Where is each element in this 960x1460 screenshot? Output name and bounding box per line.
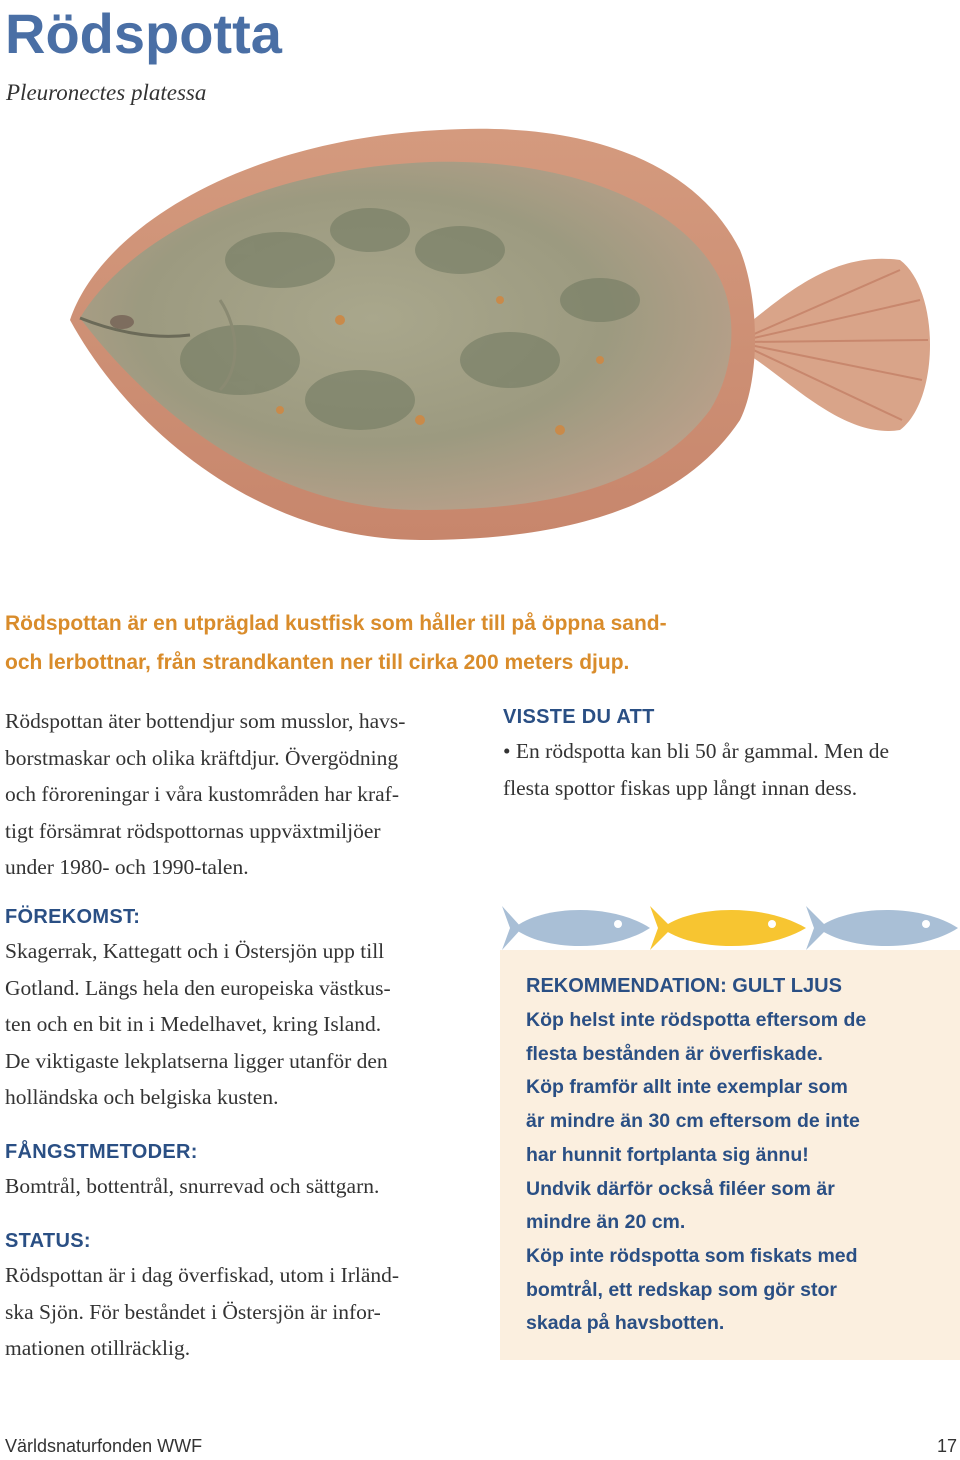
methods-heading: FÅNGSTMETODER: [5, 1141, 198, 1163]
text-line: under 1980- och 1990-talen. [5, 855, 249, 879]
text-line: Gotland. Längs hela den europeiska västkus- [5, 975, 391, 1000]
text-line: De viktigaste lekplatserna ligger utanför den [5, 1048, 388, 1073]
recommendation-heading: REKOMMENDATION: GULT LJUS [526, 975, 842, 997]
fact-section [503, 706, 960, 806]
occurrence-heading: FÖREKOMST: [5, 906, 141, 928]
text-line: ten och en bit in i Medelhavet, kring Island. [5, 1012, 382, 1036]
text-line: Köp inte rödspotta som fiskats med [526, 1244, 858, 1267]
text-line: • En rödspotta kan bli 50 år gammal. Men de [503, 739, 890, 763]
description-text [5, 703, 475, 886]
recommendation-text [526, 1004, 946, 1341]
fish-plaice-photo [40, 100, 940, 550]
status-text [5, 1257, 475, 1367]
text-line: är mindre än 30 cm eftersom de inte [526, 1110, 860, 1133]
intro-line: Rödspottan är en utpräglad kustfisk som håller till på öppna sand- [5, 612, 667, 635]
text-line: Bomtrål, bottentrål, snurrevad och sättgarn. [5, 1174, 380, 1198]
text-line: Rödspottan är i dag överfiskad, utom i Irländ- [5, 1263, 400, 1287]
text-line: flesta bestånden är överfiskade. [526, 1042, 823, 1065]
fish-icon-blue [806, 906, 958, 950]
latin-name: Pleuronectes platessa [6, 80, 207, 105]
fish-icon-blue [502, 906, 650, 950]
text-line: Rödspottan äter bottendjur som musslor, havs- [5, 709, 406, 733]
text-line: skada på havsbotten. [526, 1312, 725, 1335]
fish-icon-yellow [650, 906, 806, 950]
intro-text [5, 604, 865, 682]
text-line: Undvik därför också filéer som är [526, 1177, 835, 1200]
page-title: Rödspotta [5, 2, 282, 65]
text-line: mindre än 20 cm. [526, 1211, 686, 1234]
text-line: mationen otillräcklig. [5, 1336, 191, 1360]
intro-line: och lerbottnar, från strandkanten ner till cirka 200 meters djup. [5, 651, 630, 674]
methods-text [5, 1168, 475, 1205]
text-line: Köp framför allt inte exemplar som [526, 1076, 848, 1099]
fish-rating-row [500, 902, 960, 954]
text-line: och föroreningar i våra kustområden har kraf- [5, 782, 399, 806]
occurrence-section [5, 906, 475, 1116]
text-line: Skagerrak, Kattegatt och i Östersjön upp till [5, 939, 385, 963]
text-line: holländska och belgiska kusten. [5, 1085, 279, 1109]
text-line: flesta spottor fiskas upp långt innan dess. [503, 775, 858, 800]
recommendation-box [500, 950, 960, 1360]
status-heading: STATUS: [5, 1230, 91, 1252]
description-block [5, 703, 475, 886]
text-line: tigt försämrat rödspottornas uppväxtmiljöer [5, 818, 381, 843]
occurrence-text [5, 933, 475, 1116]
text-line: borstmaskar och olika kräftdjur. Övergödning [5, 745, 399, 770]
methods-section [5, 1141, 475, 1205]
text-line: har hunnit fortplanta sig ännu! [526, 1143, 809, 1166]
footer-publisher: Världsnaturfonden WWF [5, 1436, 203, 1456]
text-line: Köp helst inte rödspotta eftersom de [526, 1009, 867, 1031]
fact-heading: VISSTE DU ATT [503, 706, 655, 728]
text-line: bomtrål, ett redskap som gör stor [526, 1278, 837, 1301]
page-number: 17 [936, 1436, 957, 1456]
status-section [5, 1230, 475, 1367]
text-line: ska Sjön. För beståndet i Östersjön är infor- [5, 1299, 381, 1324]
fact-text [503, 733, 960, 806]
